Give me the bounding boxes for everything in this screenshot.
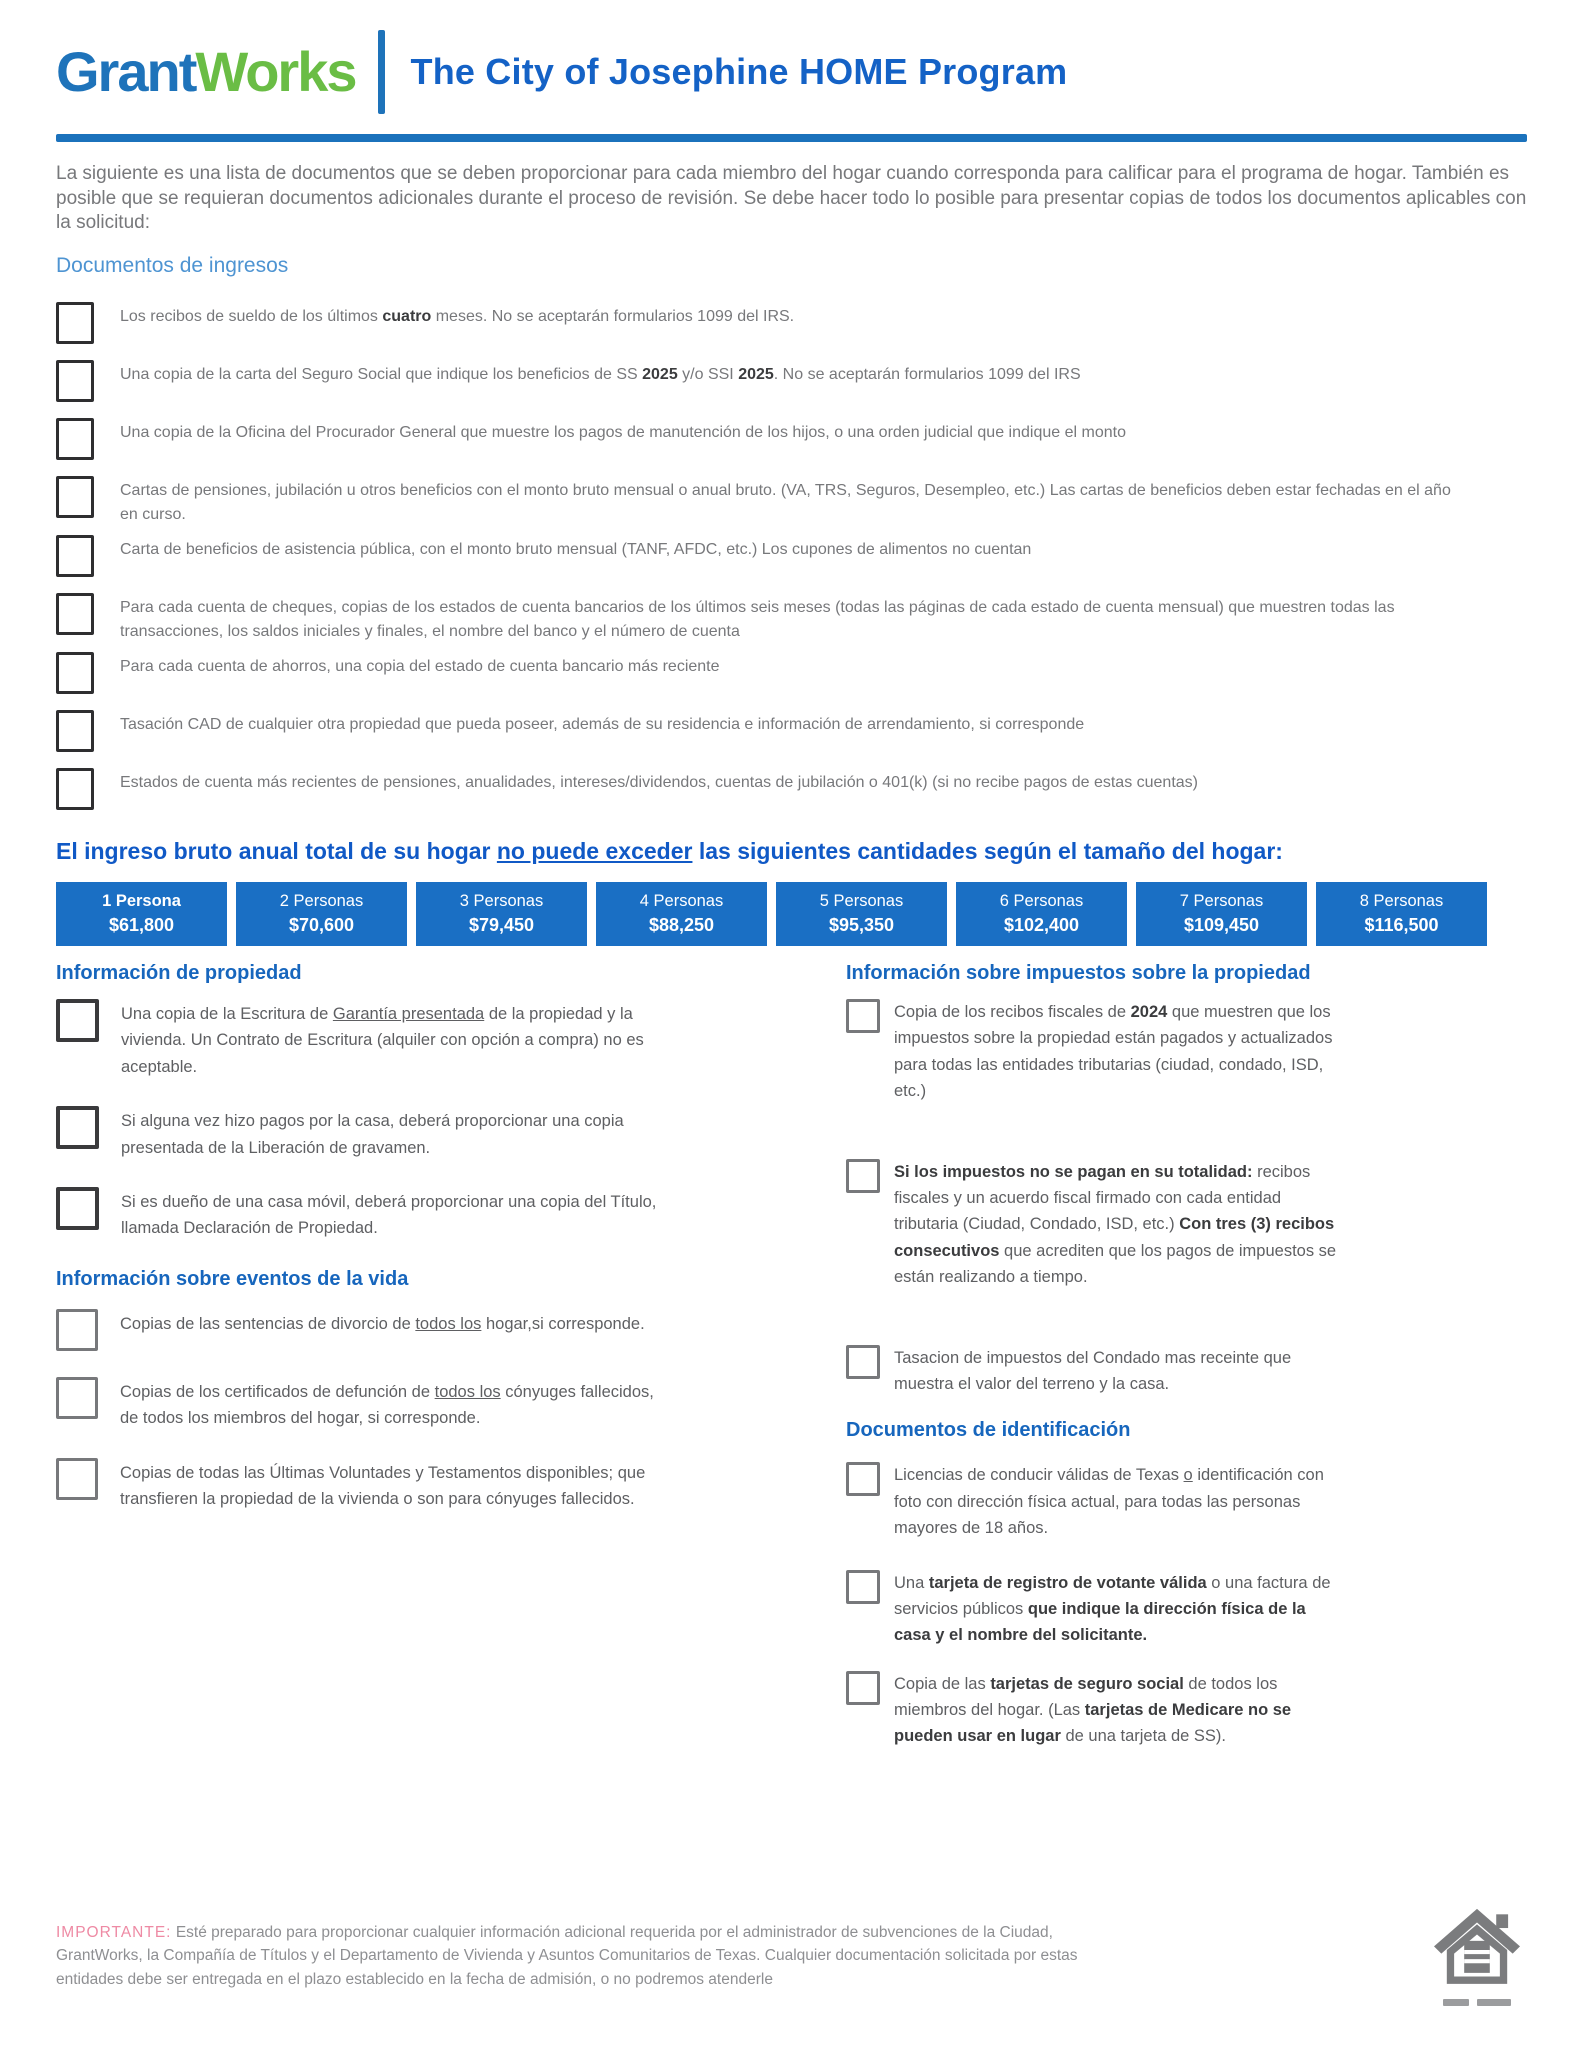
income-limit-cell	[776, 882, 947, 946]
income-limit-cell	[416, 882, 587, 946]
checklist-item	[846, 1462, 1338, 1541]
logo-works-text: Works	[195, 40, 356, 103]
income-limits-table	[56, 882, 1527, 946]
house-icon	[1431, 1907, 1523, 1993]
checkbox[interactable]	[56, 593, 94, 635]
important-note	[56, 1907, 1101, 1991]
checkbox[interactable]	[56, 1458, 98, 1500]
logo-grant-text: Grant	[56, 40, 196, 103]
section-property-info-heading: Información de propiedad	[56, 962, 302, 985]
income-limit-cell	[236, 882, 407, 946]
limit-label: 7 Personas	[1179, 892, 1264, 911]
limit-label: 2 Personas	[279, 892, 364, 911]
checklist-item	[846, 1671, 1338, 1750]
limit-amount: $109,450	[1183, 915, 1260, 936]
checkbox[interactable]	[56, 768, 94, 810]
checklist-item-text: Los recibos de sueldo de los últimos cuatro meses. No se aceptarán formularios 1099 del IRS.	[120, 308, 795, 326]
left-column	[56, 962, 676, 1772]
income-docs-checklist	[56, 302, 1527, 826]
checklist-item-text: Una tarjeta de registro de votante válida o una factura de servicios públicos que indique la dirección física de la casa y el nombre del solicitante.	[894, 1573, 1331, 1645]
checklist-item	[56, 302, 1527, 352]
equal-housing-icon	[1431, 1907, 1523, 2006]
checklist-item-text: Si los impuestos no se pagan en su totalidad: recibos fiscales y un acuerdo fiscal firmado con cada entidad tributaria (Ciudad, Condado, ISD, etc.) Con tres (3) recibos consecutivos que acrediten que los pagos de impuestos se están realizando a tiempo.	[894, 1162, 1337, 1287]
limit-label: 3 Personas	[459, 892, 544, 911]
checklist-item-text: Si es dueño de una casa móvil, deberá proporcionar una copia del Título, llamada Declaración de Propiedad.	[121, 1193, 657, 1238]
document-title: The City of Josephine HOME Program	[410, 51, 1068, 92]
income-limit-cell	[956, 882, 1127, 946]
checklist-item-text: Una copia de la carta del Seguro Social que indique los beneficios de SS 2025 y/o SSI 2025. No se aceptarán formularios 1099 del IRS	[120, 366, 1081, 384]
checklist-item-text: Una copia de la Oficina del Procurador General que muestre los pagos de manutención de los hijos, o una orden judicial que indique el monto	[120, 424, 1126, 442]
footer	[56, 1907, 1527, 2006]
limit-amount: $70,600	[288, 915, 355, 936]
limit-amount: $102,400	[1003, 915, 1080, 936]
checklist-item	[56, 1187, 676, 1242]
limit-label: 5 Personas	[819, 892, 904, 911]
checklist-item-text: Estados de cuenta más recientes de pensiones, anualidades, intereses/dividendos, cuentas de jubilación o 401(k) (si no recibe pagos de estas cuentas)	[120, 774, 1198, 792]
checklist-item-text: Copia de las tarjetas de seguro social de todos los miembros del hogar. (Las tarjetas de Medicare no se pueden usar en lugar de una tarjeta de SS).	[894, 1674, 1292, 1746]
checklist-item	[56, 360, 1527, 410]
two-column-section	[56, 962, 1527, 1772]
checklist-item-text: Cartas de pensiones, jubilación u otros beneficios con el monto bruto mensual o anual bruto. (VA, TRS, Seguros, Desempleo, etc.) Las cartas de beneficios deben estar fechadas en el año en curso.	[120, 482, 1451, 524]
grantworks-logo	[56, 40, 356, 103]
limit-label: 4 Personas	[639, 892, 724, 911]
checklist-item-text: Si alguna vez hizo pagos por la casa, deberá proporcionar una copia presentada de la Liberación de gravamen.	[121, 1112, 624, 1157]
checkbox[interactable]	[846, 1159, 880, 1193]
footer-text: Esté preparado para proporcionar cualquier información adicional requerida por el administrador de subvenciones de la Ciudad, GrantWorks, la Compañía de Títulos y el Departamento de Vivienda y Asuntos Comunitarios de Texas. Cualquier documentación solicitada por estas entidades debe ser entregada en el plazo establecido en la fecha de admisión, o no podremos atenderle	[56, 1924, 1078, 1988]
important-label: IMPORTANTE:	[56, 1924, 172, 1941]
checklist-item	[56, 535, 1527, 585]
checkbox[interactable]	[56, 1187, 99, 1230]
checklist-item	[846, 1159, 1338, 1291]
checklist-item-text: Para cada cuenta de cheques, copias de los estados de cuenta bancarios de los últimos seis meses (todas las páginas de cada estado de cuenta mensual) que muestren todas las transacciones, los saldos iniciales y finales, el nombre del banco y el número de cuenta	[120, 599, 1395, 641]
income-limit-cell	[1136, 882, 1307, 946]
checklist-item-text: Copias de los certificados de defunción de todos los cónyuges fallecidos, de todos los miembros del hogar, si corresponde.	[120, 1382, 654, 1428]
checkbox[interactable]	[56, 418, 94, 460]
checklist-item-text: Tasacion de impuestos del Condado mas receinte que muestra el valor del terreno y la casa.	[894, 1348, 1292, 1393]
checklist-item	[56, 710, 1527, 760]
header-rule	[56, 134, 1527, 142]
checklist-item-text: Copias de las sentencias de divorcio de todos los hogar,si corresponde.	[120, 1314, 645, 1333]
checklist-item-text: Una copia de la Escritura de Garantía presentada de la propiedad y la vivienda. Un Contrato de Escritura (alquiler con opción a compra) no es aceptable.	[121, 1005, 644, 1076]
checkbox[interactable]	[846, 1671, 880, 1705]
checklist-item-text: Carta de beneficios de asistencia pública, con el monto bruto mensual (TANF, AFDC, etc.) Los cupones de alimentos no cuentan	[120, 541, 1032, 559]
checkbox[interactable]	[846, 1345, 880, 1379]
header	[56, 26, 1527, 118]
income-limit-cell	[56, 882, 227, 946]
logo-divider	[378, 30, 385, 114]
checklist-item	[846, 1345, 1338, 1398]
checklist-item	[56, 1377, 676, 1432]
checkbox[interactable]	[846, 1570, 880, 1604]
checkbox[interactable]	[56, 1106, 99, 1149]
checklist-item	[56, 999, 676, 1080]
checkbox[interactable]	[56, 999, 99, 1042]
checkbox[interactable]	[56, 652, 94, 694]
checklist-item	[56, 1309, 676, 1351]
section-property-tax-heading: Información sobre impuestos sobre la propiedad	[846, 962, 1311, 985]
checklist-item	[56, 418, 1527, 468]
section-income-docs-heading: Documentos de ingresos	[56, 254, 289, 278]
limit-amount: $88,250	[648, 915, 715, 936]
intro-paragraph: La siguiente es una lista de documentos que se deben proporcionar para cada miembro del hogar cuando corresponda para calificar para el programa de hogar. También es posible que se requieran documentos adicionales durante el proceso de revisión. Se debe hacer todo lo posible para presentar copias de todos los documentos aplicables con la solicitud:	[56, 163, 1527, 234]
limit-amount: $79,450	[468, 915, 535, 936]
checklist-item	[56, 476, 1527, 527]
checkbox[interactable]	[846, 999, 880, 1033]
limit-amount: $116,500	[1364, 915, 1439, 936]
limit-label: 8 Personas	[1359, 892, 1444, 911]
checklist-item	[56, 1106, 676, 1161]
checkbox[interactable]	[56, 476, 94, 518]
checklist-item-text: Licencias de conducir válidas de Texas o identificación con foto con dirección física actual, para todas las personas mayores de 18 años.	[894, 1466, 1324, 1538]
checklist-item	[846, 1570, 1338, 1649]
limit-amount: $95,350	[828, 915, 895, 936]
checklist-item	[846, 999, 1338, 1105]
checklist-item	[56, 593, 1527, 644]
income-limits-heading: El ingreso bruto anual total de su hogar no puede exceder las siguientes cantidades según el tamaño del hogar:	[56, 838, 1283, 865]
right-column	[846, 962, 1338, 1772]
checklist-item-text: Para cada cuenta de ahorros, una copia del estado de cuenta bancario más reciente	[120, 658, 720, 676]
checklist-item-text: Copias de todas las Últimas Voluntades y Testamentos disponibles; que transfieren la propiedad de la vivienda o son para cónyuges fallecidos.	[120, 1463, 646, 1508]
income-limit-cell	[1316, 882, 1487, 946]
checkbox[interactable]	[56, 710, 94, 752]
checkbox[interactable]	[56, 535, 94, 577]
checkbox[interactable]	[56, 360, 94, 402]
section-life-events-heading: Información sobre eventos de la vida	[56, 1267, 409, 1290]
checklist-item	[56, 768, 1527, 818]
checkbox[interactable]	[56, 302, 94, 344]
checklist-item	[56, 1458, 676, 1513]
limit-label: 1 Persona	[102, 892, 181, 911]
checklist-item-text: Copia de los recibos fiscales de 2024 que muestren que los impuestos sobre la propiedad están pagados y actualizados para todas las entidades tributarias (ciudad, condado, ISD, etc.)	[894, 1003, 1333, 1101]
checkbox[interactable]	[56, 1377, 98, 1419]
limit-amount: $61,800	[108, 915, 175, 936]
checklist-item-text: Tasación CAD de cualquier otra propiedad que pueda poseer, además de su residencia e información de arrendamiento, si corresponde	[120, 716, 1085, 734]
icon-caption-marks	[1443, 1999, 1511, 2006]
checkbox[interactable]	[846, 1462, 880, 1496]
section-id-docs-heading: Documentos de identificación	[846, 1419, 1131, 1442]
checklist-item	[56, 652, 1527, 702]
limit-label: 6 Personas	[999, 892, 1084, 911]
income-limit-cell	[596, 882, 767, 946]
checkbox[interactable]	[56, 1309, 98, 1351]
